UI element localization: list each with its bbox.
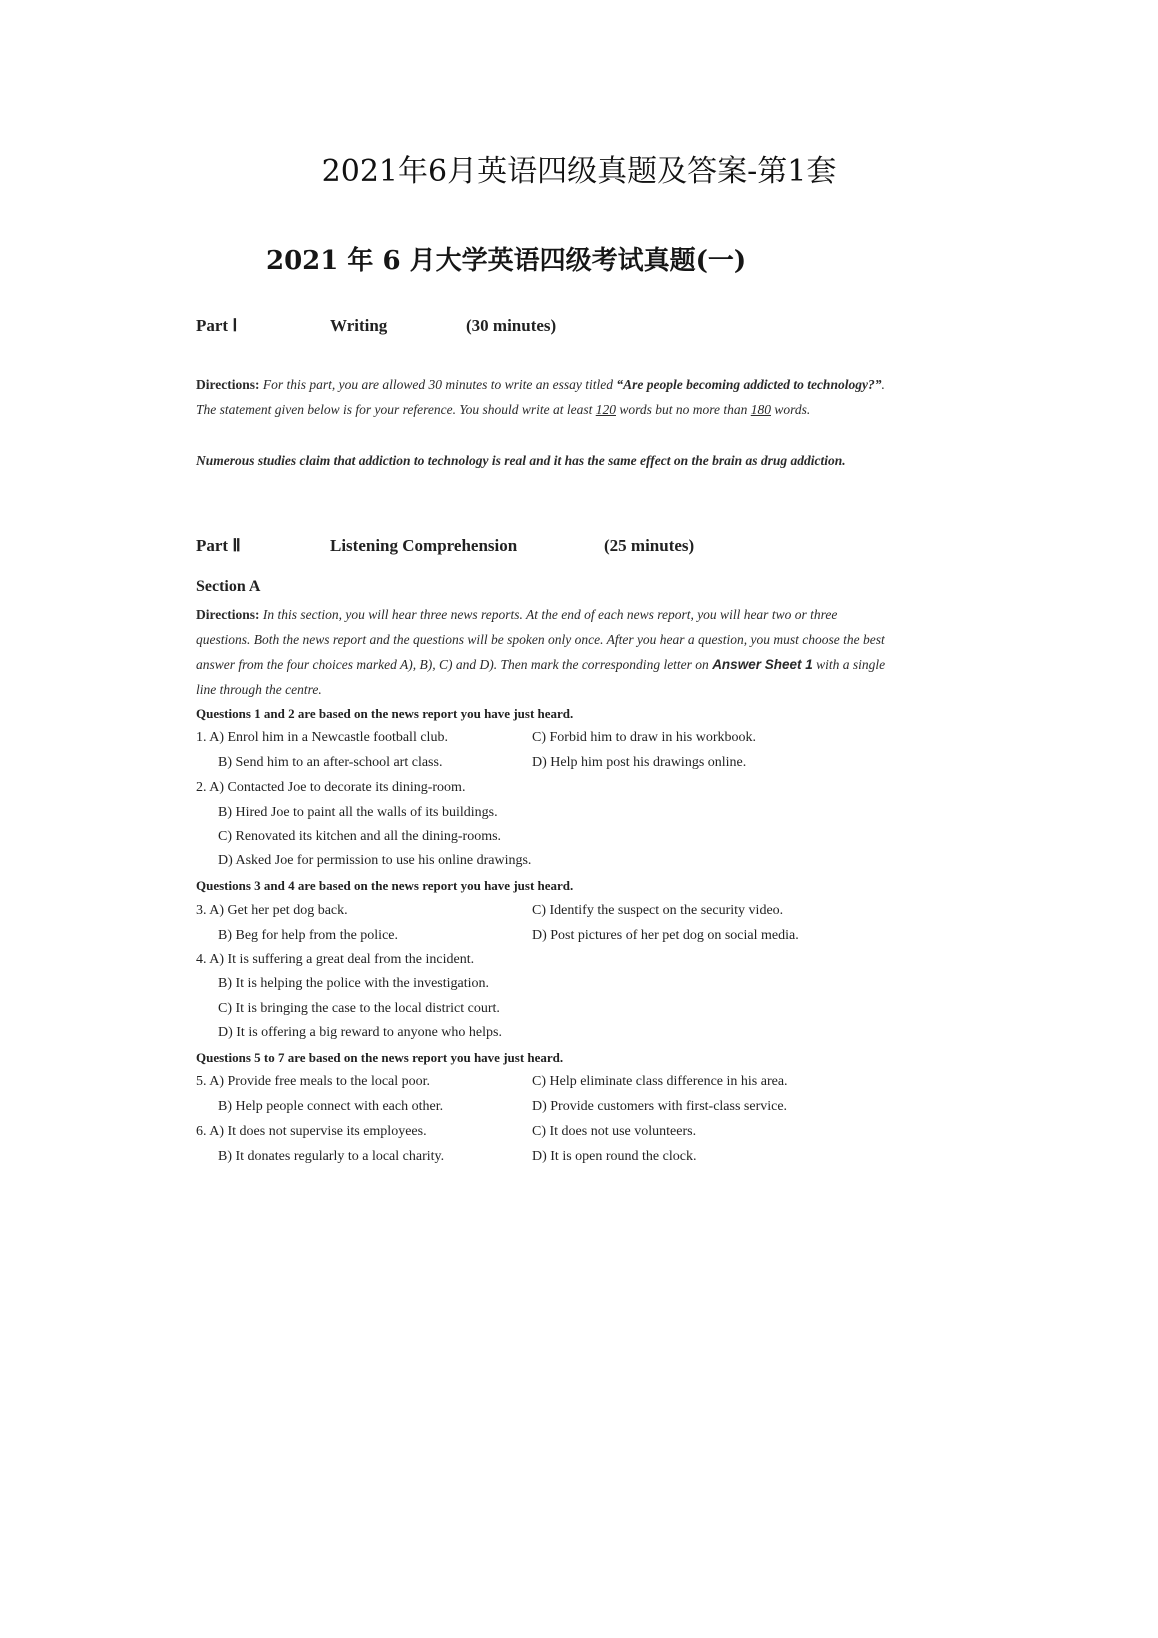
q4-option-a: 4. A) It is suffering a great deal from the incident. bbox=[196, 952, 475, 967]
q1-option-c: C) Forbid him to draw in his workbook. bbox=[532, 730, 756, 745]
part1-label: Part Ⅰ bbox=[196, 316, 238, 335]
q4-option-c: C) It is bringing the case to the local district court. bbox=[218, 1001, 500, 1016]
question-group-heading: Questions 5 to 7 are based on the news report you have just heard. bbox=[196, 1050, 564, 1065]
question-group-heading: Questions 3 and 4 are based on the news report you have just heard. bbox=[196, 878, 574, 893]
q3-option-b: B) Beg for help from the police. bbox=[218, 928, 399, 943]
q1-option-a: 1. A) Enrol him in a Newcastle football club. bbox=[196, 730, 448, 745]
essay-title: “Are people becoming addicted to technology?” bbox=[612, 377, 882, 392]
part1-directions: Directions: For this part, you are allowed 30 minutes to write an essay titled “Are people becoming addicted to technology?”. The statement given below is for your reference. You should write at least 120 words but no more than 180 words. bbox=[196, 377, 885, 417]
q5-option-b: B) Help people connect with each other. bbox=[218, 1099, 444, 1114]
q5-option-a: 5. A) Provide free meals to the local poor. bbox=[196, 1074, 431, 1089]
answer-sheet-label: Answer Sheet 1 bbox=[712, 657, 813, 672]
document-title: 2021年6月英语四级真题及答案-第1套 bbox=[321, 154, 837, 189]
directions-label: Directions bbox=[196, 377, 255, 392]
q4-option-d: D) It is offering a big reward to anyone who helps. bbox=[218, 1025, 502, 1040]
q4-option-b: B) It is helping the police with the investigation. bbox=[218, 976, 490, 991]
question-group-heading: Questions 1 and 2 are based on the news report you have just heard. bbox=[196, 706, 574, 721]
q2-option-c: C) Renovated its kitchen and all the dining-rooms. bbox=[218, 829, 502, 844]
q6-option-a: 6. A) It does not supervise its employees. bbox=[196, 1124, 427, 1139]
q2-option-a: 2. A) Contacted Joe to decorate its dining-room. bbox=[196, 780, 466, 795]
scanned-exam-page bbox=[196, 228, 896, 1228]
max-words: 180 bbox=[750, 402, 771, 417]
q6-option-c: C) It does not use volunteers. bbox=[532, 1124, 697, 1139]
q2-option-b: B) Hired Joe to paint all the walls of its buildings. bbox=[218, 805, 498, 820]
exam-title: 2021 年 6 月大学英语四级考试真题(一) bbox=[266, 246, 747, 276]
q1-option-d: D) Help him post his drawings online. bbox=[532, 755, 747, 770]
q3-option-d: D) Post pictures of her pet dog on social media. bbox=[532, 928, 799, 943]
part1-name: Writing bbox=[330, 316, 388, 335]
q5-option-d: D) Provide customers with first-class service. bbox=[532, 1099, 788, 1114]
q3-option-a: 3. A) Get her pet dog back. bbox=[196, 903, 348, 918]
directions-label: Directions bbox=[196, 607, 255, 622]
part2-time: (25 minutes) bbox=[604, 536, 695, 555]
part2-name: Listening Comprehension bbox=[330, 536, 518, 555]
part1-time: (30 minutes) bbox=[466, 316, 557, 335]
q5-option-c: C) Help eliminate class difference in his area. bbox=[532, 1074, 788, 1089]
part2-directions: Directions: In this section, you will hear three news reports. At the end of each news report, you will hear two or three questions. Both the news report and the questions will be spoken only once. After you hear a question, you must choose the best answer from the four choices marked A), B), C) and D). Then mark the corresponding letter on Answer Sheet 1 with a single line through the centre. bbox=[196, 607, 886, 697]
section-a-heading: Section A bbox=[196, 578, 261, 595]
part2-label: Part Ⅱ bbox=[196, 536, 241, 555]
part1-statement: Numerous studies claim that addiction to technology is real and it has the same effect on the brain as drug addiction. bbox=[196, 453, 846, 468]
min-words: 120 bbox=[595, 402, 616, 417]
q3-option-c: C) Identify the suspect on the security video. bbox=[532, 903, 784, 918]
q1-option-b: B) Send him to an after-school art class. bbox=[218, 755, 443, 770]
q6-option-b: B) It donates regularly to a local charity. bbox=[218, 1149, 445, 1164]
q6-option-d: D) It is open round the clock. bbox=[532, 1149, 697, 1164]
q2-option-d: D) Asked Joe for permission to use his online drawings. bbox=[218, 853, 532, 868]
